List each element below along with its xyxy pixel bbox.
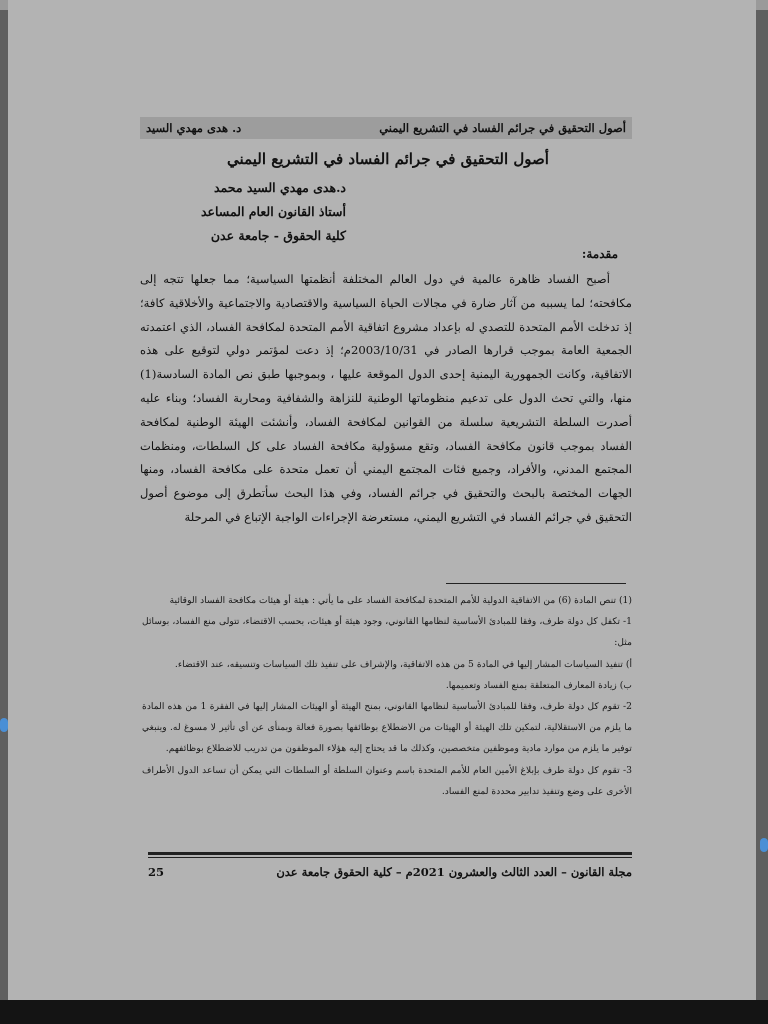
page-footer: [148, 862, 632, 882]
intro-heading: مقدمة:: [581, 247, 618, 261]
title-block: [138, 150, 638, 168]
footnote-line: 3- تقوم كل دولة طرف بإبلاغ الأمين العام للأمم المتحدة باسم وعنوان السلطة أو السلطات التي يمكن أن تساعد الدول الأطراف الأخرى على وضع وتنفيذ تدابير محددة لمنع الفساد.: [142, 764, 632, 797]
body-paragraph: أصبح الفساد ظاهرة عالمية في دول العالم المختلفة أنظمتها السياسية؛ مما جعلها تتجه إلى مكافحته؛ لما يسببه من آثار ضارة في مجالات الحياة السياسية والاقتصادية والاجتماعية والأخلاقية كافة؛ إذ تدخلت الأمم المتحدة للتصدي له بإعداد مشروع اتفاقية الأمم المتحدة لمكافحة الفساد، الذي اعتمدته الجمعية العامة بموجب قرارها الصادر في 2003/10/31م؛ إذ دعت لمؤتمر دولي لتوقيع على هذه الاتفاقية، وكانت الجمهورية اليمنية إحدى الدول الموقعة عليها ، وبموجبها طبق نص المادة السادسة(1) منها، والتي تحث الدول على تدعيم منظوماتها الوطنية للنزاهة والشفافية ومحاربة الفساد؛ وبناء عليه أصدرت السلطة التشريعية سلسلة من القوانين لمكافحة الفساد، وأنشئت الهيئة الوطنية لمكافحة الفساد بموجب قانون مكافحة الفساد، وتقع مسؤولية مكافحة الفساد على كل السلطات، ومنظمات المجتمع المدني، والأفراد، وجميع فئات المجتمع اليمني أن تعمل متحدة على مكافحة الفساد، ومنها الجهات المختصة بالبحث والتحقيق في جرائم الفساد، وفي هذا البحث سأتطرق إلى موضوع أصول التحقيق في جرائم الفساد في التشريع اليمني، مستعرضة الإجراءات الواجبة الإتباع في المرحلة: [140, 272, 632, 524]
document-page: [8, 0, 756, 1000]
footnote-line: ب) زيادة المعارف المتعلقة بمنع الفساد وتعميمها.: [445, 679, 632, 691]
footnote-line: 1- تكفل كل دولة طرف، وفقا للمبادئ الأساسية لنظامها القانوني، وجود هيئة أو هيئات، بحسب الاقتضاء، تتولى منع الفساد، بوسائل مثل:: [142, 616, 632, 649]
footnote-line: أ) تنفيذ السياسات المشار إليها في المادة 5 من هذه الاتفاقية، والإشراف على تنفيذ تلك السياسات وتنسيقه، عند الاقتضاء.: [174, 658, 632, 670]
footnote-separator: [446, 583, 626, 584]
footnote-line: (1) تنص المادة (6) من الاتفاقية الدولية للأمم المتحدة لمكافحة الفساد على ما يأتي : هيئة أو هيئات مكافحة الفساد الوقائية: [169, 595, 632, 606]
footer-rule-thin: [148, 857, 632, 858]
running-header-author: د. هدى مهدي السيد: [146, 121, 242, 135]
viewer-bottom-bar: [0, 1000, 768, 1024]
author-position: أستاذ القانون العام المساعد: [200, 204, 346, 219]
footer-journal: مجلة القانون – العدد الثالث والعشرون 2021م – كلية الحقوق جامعة عدن: [276, 865, 632, 879]
page-title: أصول التحقيق في جرائم الفساد في التشريع اليمني: [227, 150, 549, 168]
running-header-title: أصول التحقيق في جرائم الفساد في التشريع اليمني: [379, 121, 626, 135]
author-name: د.هدى مهدي السيد محمد: [213, 180, 346, 195]
right-edge-handle[interactable]: [760, 838, 768, 852]
footnotes: [142, 590, 632, 802]
footer-rule: [148, 852, 632, 855]
running-header: [140, 117, 632, 139]
body-text: [140, 268, 632, 530]
page-number: 25: [148, 865, 165, 879]
left-edge-handle[interactable]: [0, 718, 8, 732]
author-affiliation: كلية الحقوق - جامعة عدن: [210, 228, 346, 243]
footnote-line: 2- تقوم كل دولة طرف، وفقا للمبادئ الأساسية لنظامها القانوني، بمنح الهيئة أو الهيئات المشار إليها في الفقرة 1 من هذه المادة ما يلزم من الاستقلالية، لتمكين تلك الهيئة أو الهيئات من الاضطلاع بوظائفها بصورة فعالة وبمنأى عن أي تأثير لا مسوغ له. وينبغي توفير ما يلزم من موارد مادية وموظفين متخصصين، وكذلك ما قد يحتاج إليه هؤلاء الموظفون من تدريب للاضطلاع بوظائفهم.: [142, 701, 632, 755]
